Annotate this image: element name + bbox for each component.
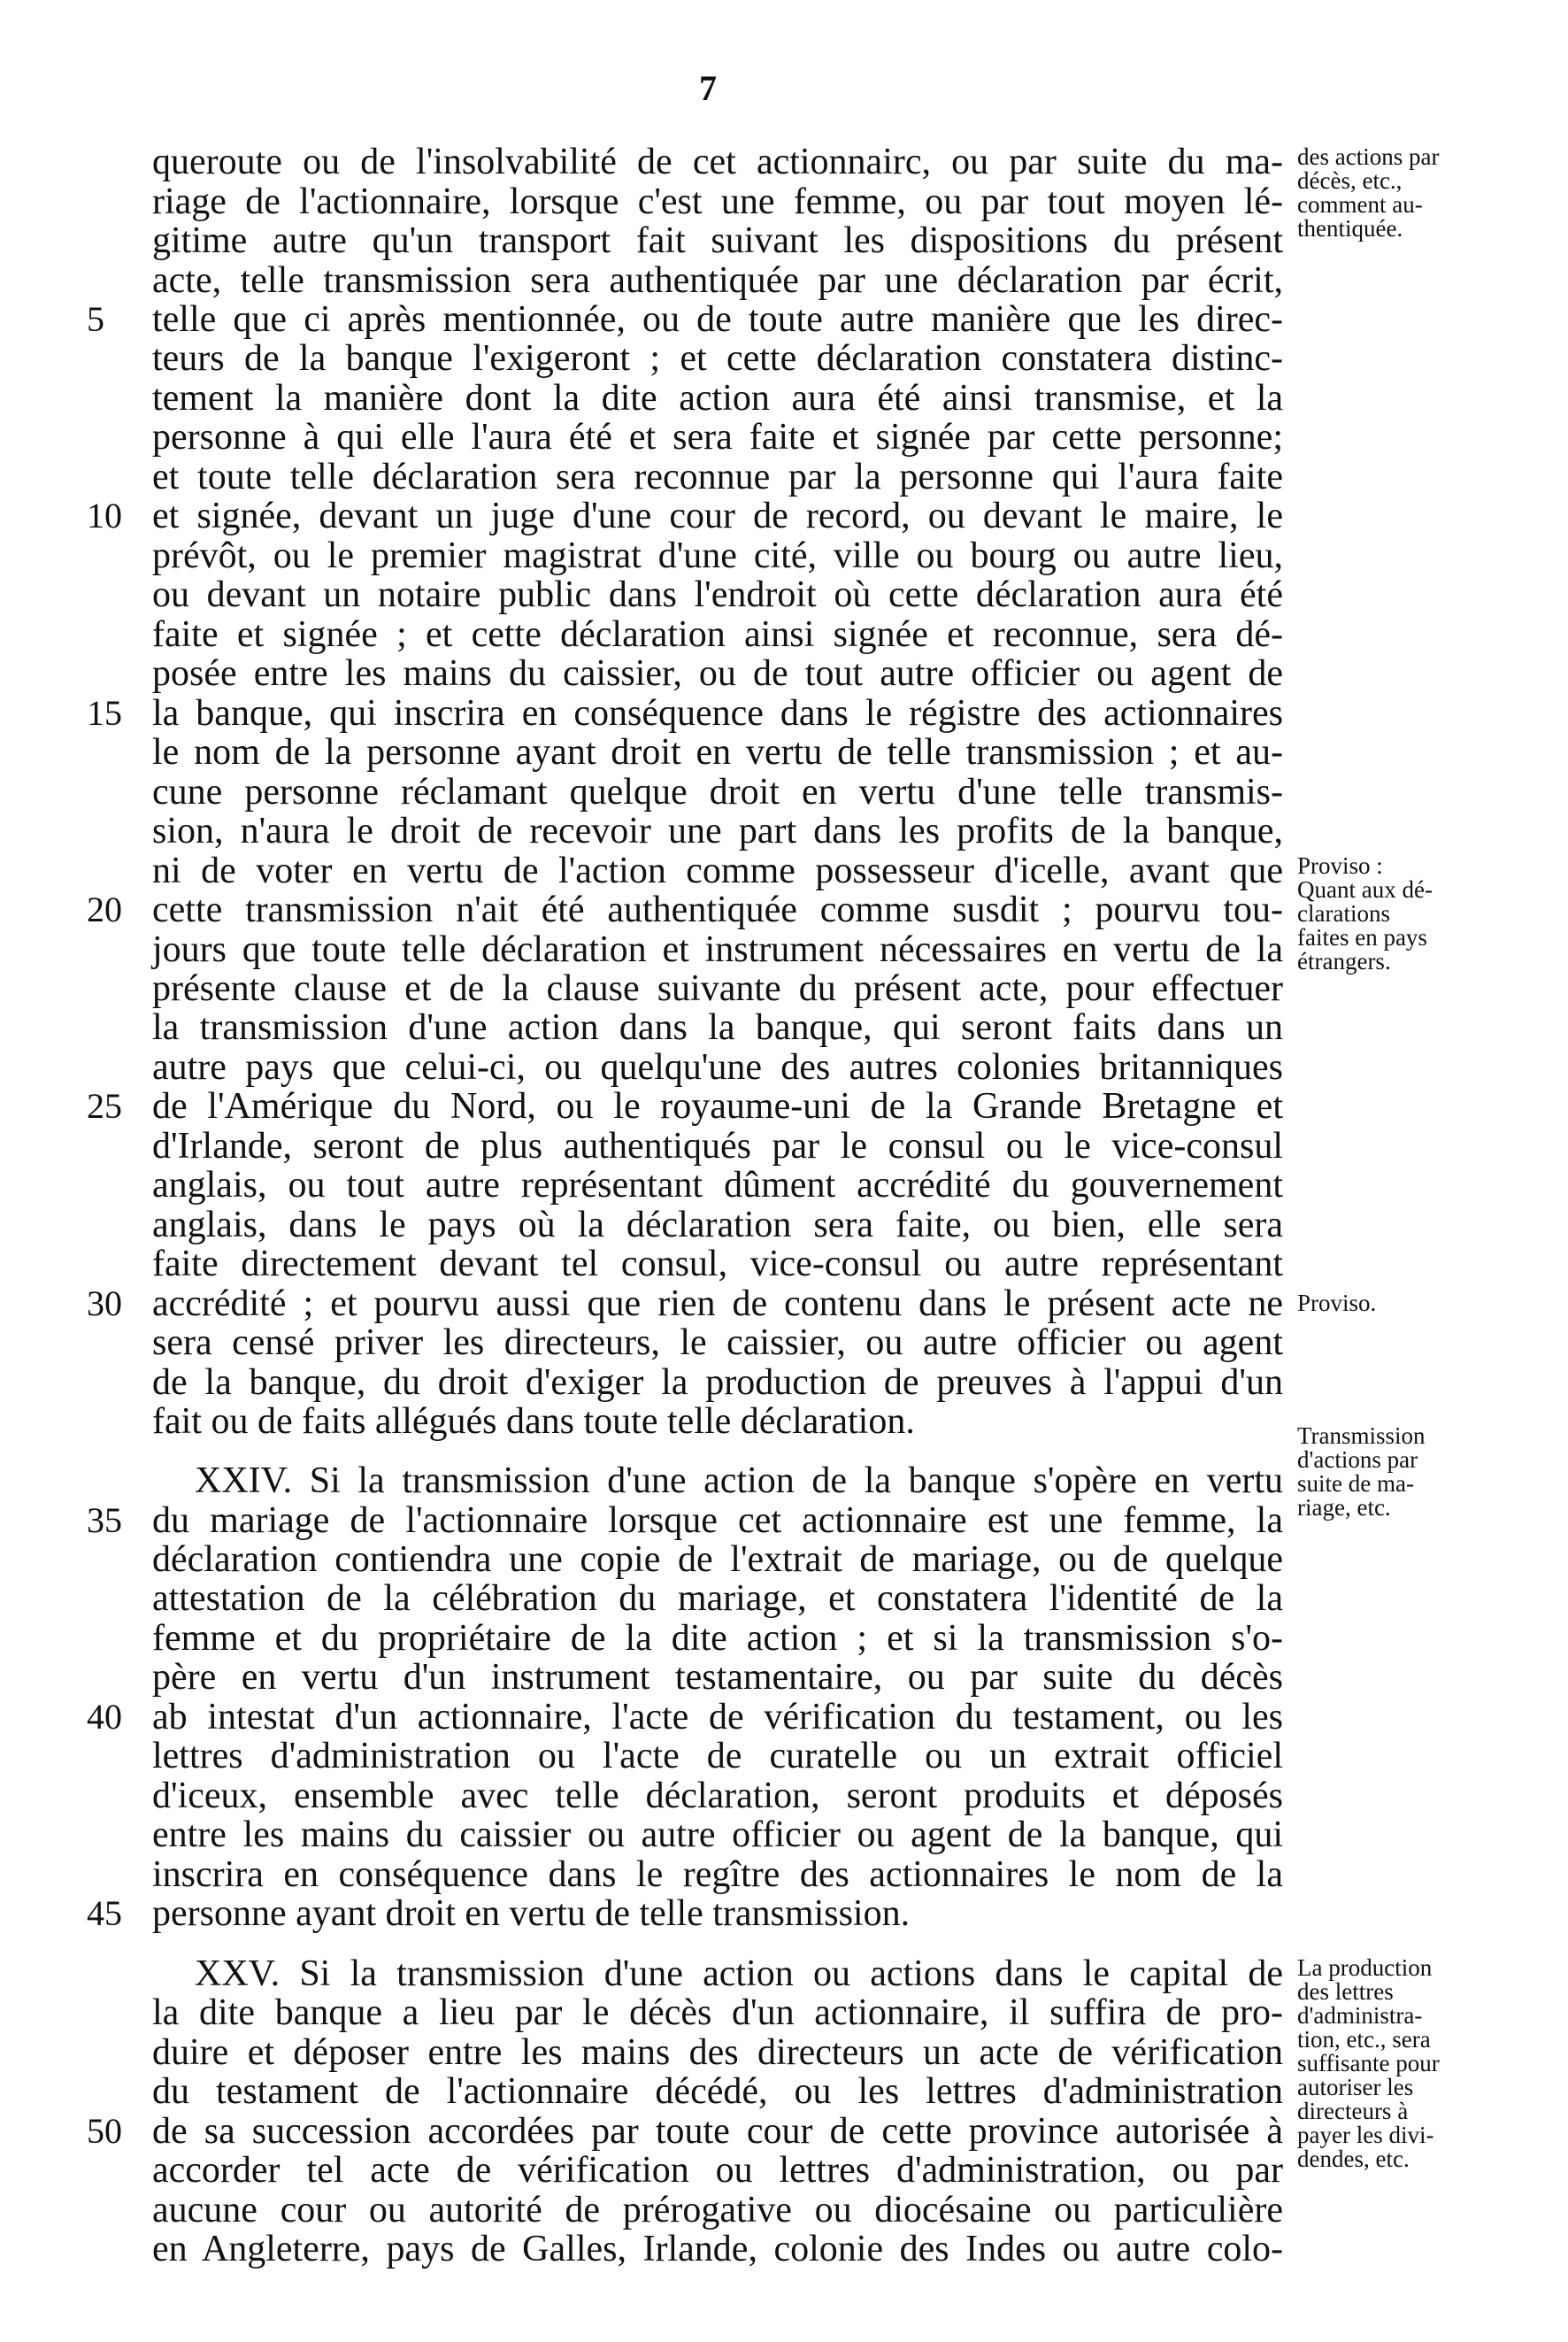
margin-note-line: suite de ma-	[1297, 1470, 1414, 1497]
text-line: anglais, dans le pays où la déclaration sera faite, ou bien, elle sera	[152, 1205, 1283, 1245]
text-line: cune personne réclamant quelque droit en vertu d'une telle transmis-	[152, 772, 1283, 813]
margin-note-line: La production	[1297, 1954, 1433, 1981]
margin-note-line: d'actions par	[1297, 1446, 1418, 1473]
text-line: ni de voter en vertu de l'action comme possesseur d'icelle, avant que	[152, 851, 1283, 891]
text-line: la transmission d'une action dans la banque, qui seront faits dans un	[152, 1007, 1283, 1048]
line-number: 30	[87, 1283, 122, 1323]
margin-note-line: Quant aux dé-	[1297, 876, 1433, 903]
text-line: XXIV. Si la transmission d'une action de la banque s'opère en vertu	[195, 1460, 1283, 1501]
line-number: 15	[87, 693, 122, 733]
text-line: de sa succession accordées par toute cour de cette province autorisée à	[152, 2111, 1283, 2152]
margin-note-line: riage, etc.	[1297, 1494, 1391, 1521]
text-line: d'iceux, ensemble avec telle déclaration, seront produits et déposés	[152, 1776, 1283, 1816]
text-line: personne à qui elle l'aura été et sera faite et signée par cette personne;	[152, 417, 1283, 458]
text-line: sion, n'aura le droit de recevoir une part dans les profits de la banque,	[152, 811, 1283, 851]
text-line: inscrira en conséquence dans le regître des actionnaires le nom de la	[152, 1854, 1283, 1895]
margin-note-line: des actions par	[1297, 143, 1440, 170]
margin-note-line: dendes, etc.	[1297, 2146, 1410, 2172]
text-line: en Angleterre, pays de Galles, Irlande, colonie des Indes ou autre colo-	[152, 2229, 1283, 2269]
text-line: ou devant un notaire public dans l'endroit où cette déclaration aura été	[152, 574, 1283, 615]
margin-note-line: comment au-	[1297, 191, 1423, 218]
line-number: 50	[87, 2111, 122, 2151]
margin-note-line: faites en pays	[1297, 924, 1427, 951]
margin-note-line: tion, etc., sera	[1297, 2026, 1431, 2053]
margin-note-line: suffisante pour	[1297, 2050, 1440, 2076]
margin-note-line: étrangers.	[1297, 948, 1391, 975]
line-number: 10	[87, 496, 122, 535]
text-line: attestation de la célébration du mariage, et constatera l'identité de la	[152, 1578, 1283, 1619]
text-line: femme et du propriétaire de la dite action ; et si la transmission s'o-	[152, 1618, 1283, 1659]
text-line: faite directement devant tel consul, vice-consul ou autre représentant	[152, 1244, 1283, 1284]
margin-note-line: des lettres	[1297, 1978, 1394, 2005]
text-line: de la banque, du droit d'exiger la production de preuves à l'appui d'un	[152, 1362, 1283, 1403]
margin-note-line: Transmission	[1297, 1422, 1426, 1449]
margin-note-line: décès, etc.,	[1297, 167, 1403, 194]
text-line: la dite banque a lieu par le décès d'un actionnaire, il suffira de pro-	[152, 1992, 1283, 2033]
text-line: sera censé priver les directeurs, le caissier, ou autre officier ou agent	[152, 1322, 1283, 1363]
text-line: queroute ou de l'insolvabilité de cet actionnairc, ou par suite du ma-	[152, 142, 1283, 182]
text-line: XXV. Si la transmission d'une action ou actions dans le capital de	[195, 1953, 1283, 1994]
text-line: du mariage de l'actionnaire lorsque cet actionnaire est une femme, la	[152, 1500, 1283, 1541]
text-line: cette transmission n'ait été authentiquée comme susdit ; pourvu tou-	[152, 890, 1283, 930]
text-line: et toute telle déclaration sera reconnue par la personne qui l'aura faite	[152, 457, 1283, 497]
text-line: ab intestat d'un actionnaire, l'acte de vérification du testament, ou les	[152, 1697, 1283, 1737]
text-line: et signée, devant un juge d'une cour de record, ou devant le maire, le	[152, 496, 1283, 536]
text-line: teurs de la banque l'exigeront ; et cette déclaration constatera distinc-	[152, 338, 1283, 379]
text-line: du testament de l'actionnaire décédé, ou les lettres d'administration	[152, 2071, 1283, 2112]
margin-note-line: payer les divi-	[1297, 2122, 1434, 2148]
page-number: 7	[699, 68, 717, 108]
text-line: de l'Amérique du Nord, ou le royaume-uni de la Grande Bretagne et	[152, 1086, 1283, 1127]
line-number: 25	[87, 1086, 122, 1126]
text-line: autre pays que celui-ci, ou quelqu'une des autres colonies britanniques	[152, 1047, 1283, 1088]
text-line: tement la manière dont la dite action aura été ainsi transmise, et la	[152, 378, 1283, 419]
text-line: d'Irlande, seront de plus authentiqués par le consul ou le vice-consul	[152, 1126, 1283, 1167]
margin-note-line: d'administra-	[1297, 2002, 1423, 2029]
text-line: anglais, ou tout autre représentant dûment accrédité du gouvernement	[152, 1165, 1283, 1206]
text-line: le nom de la personne ayant droit en vertu de telle transmission ; et au-	[152, 732, 1283, 773]
margin-note-line: directeurs à	[1297, 2098, 1409, 2124]
line-number: 45	[87, 1893, 122, 1933]
margin-note-line: clarations	[1297, 900, 1390, 927]
text-line: posée entre les mains du caissier, ou de tout autre officier ou agent de	[152, 653, 1283, 694]
margin-note-line: autoriser les	[1297, 2074, 1414, 2100]
margin-note-line: Proviso.	[1297, 1290, 1377, 1316]
text-line: riage de l'actionnaire, lorsque c'est une femme, ou par tout moyen lé-	[152, 181, 1283, 222]
line-number: 40	[87, 1697, 122, 1737]
line-number: 5	[87, 299, 104, 339]
text-line: accrédité ; et pourvu aussi que rien de contenu dans le présent acte ne	[152, 1283, 1283, 1324]
text-line: duire et déposer entre les mains des directeurs un acte de vérification	[152, 2032, 1283, 2073]
text-line: accorder tel acte de vérification ou lettres d'administration, ou par	[152, 2150, 1283, 2191]
margin-note-line: Proviso :	[1297, 852, 1383, 879]
text-line: acte, telle transmission sera authentiquée par une déclaration par écrit,	[152, 260, 1283, 301]
text-line: entre les mains du caissier ou autre officier ou agent de la banque, qui	[152, 1814, 1283, 1855]
text-line: fait ou de faits allégués dans toute telle déclaration.	[152, 1401, 915, 1442]
text-line: gitime autre qu'un transport fait suivant les dispositions du présent	[152, 220, 1283, 261]
text-line: père en vertu d'un instrument testamentaire, ou par suite du décès	[152, 1657, 1283, 1698]
text-line: telle que ci après mentionnée, ou de toute autre manière que les direc-	[152, 299, 1283, 340]
text-line: lettres d'administration ou l'acte de curatelle ou un extrait officiel	[152, 1736, 1283, 1776]
text-line: déclaration contiendra une copie de l'extrait de mariage, ou de quelque	[152, 1539, 1283, 1580]
text-line: jours que toute telle déclaration et instrument nécessaires en vertu de la	[152, 929, 1283, 970]
line-number: 20	[87, 890, 122, 929]
text-line: prévôt, ou le premier magistrat d'une cité, ville ou bourg ou autre lieu,	[152, 535, 1283, 576]
margin-note-line: thentiquée.	[1297, 215, 1403, 242]
line-number: 35	[87, 1500, 122, 1540]
text-line: la banque, qui inscrira en conséquence dans le régistre des actionnaires	[152, 693, 1283, 734]
text-line: faite et signée ; et cette déclaration ainsi signée et reconnue, sera dé-	[152, 614, 1283, 655]
text-line: personne ayant droit en vertu de telle transmission.	[152, 1893, 911, 1934]
text-line: présente clause et de la clause suivante du présent acte, pour effectuer	[152, 968, 1283, 1009]
text-line: aucune cour ou autorité de prérogative ou diocésaine ou particulière	[152, 2190, 1283, 2230]
